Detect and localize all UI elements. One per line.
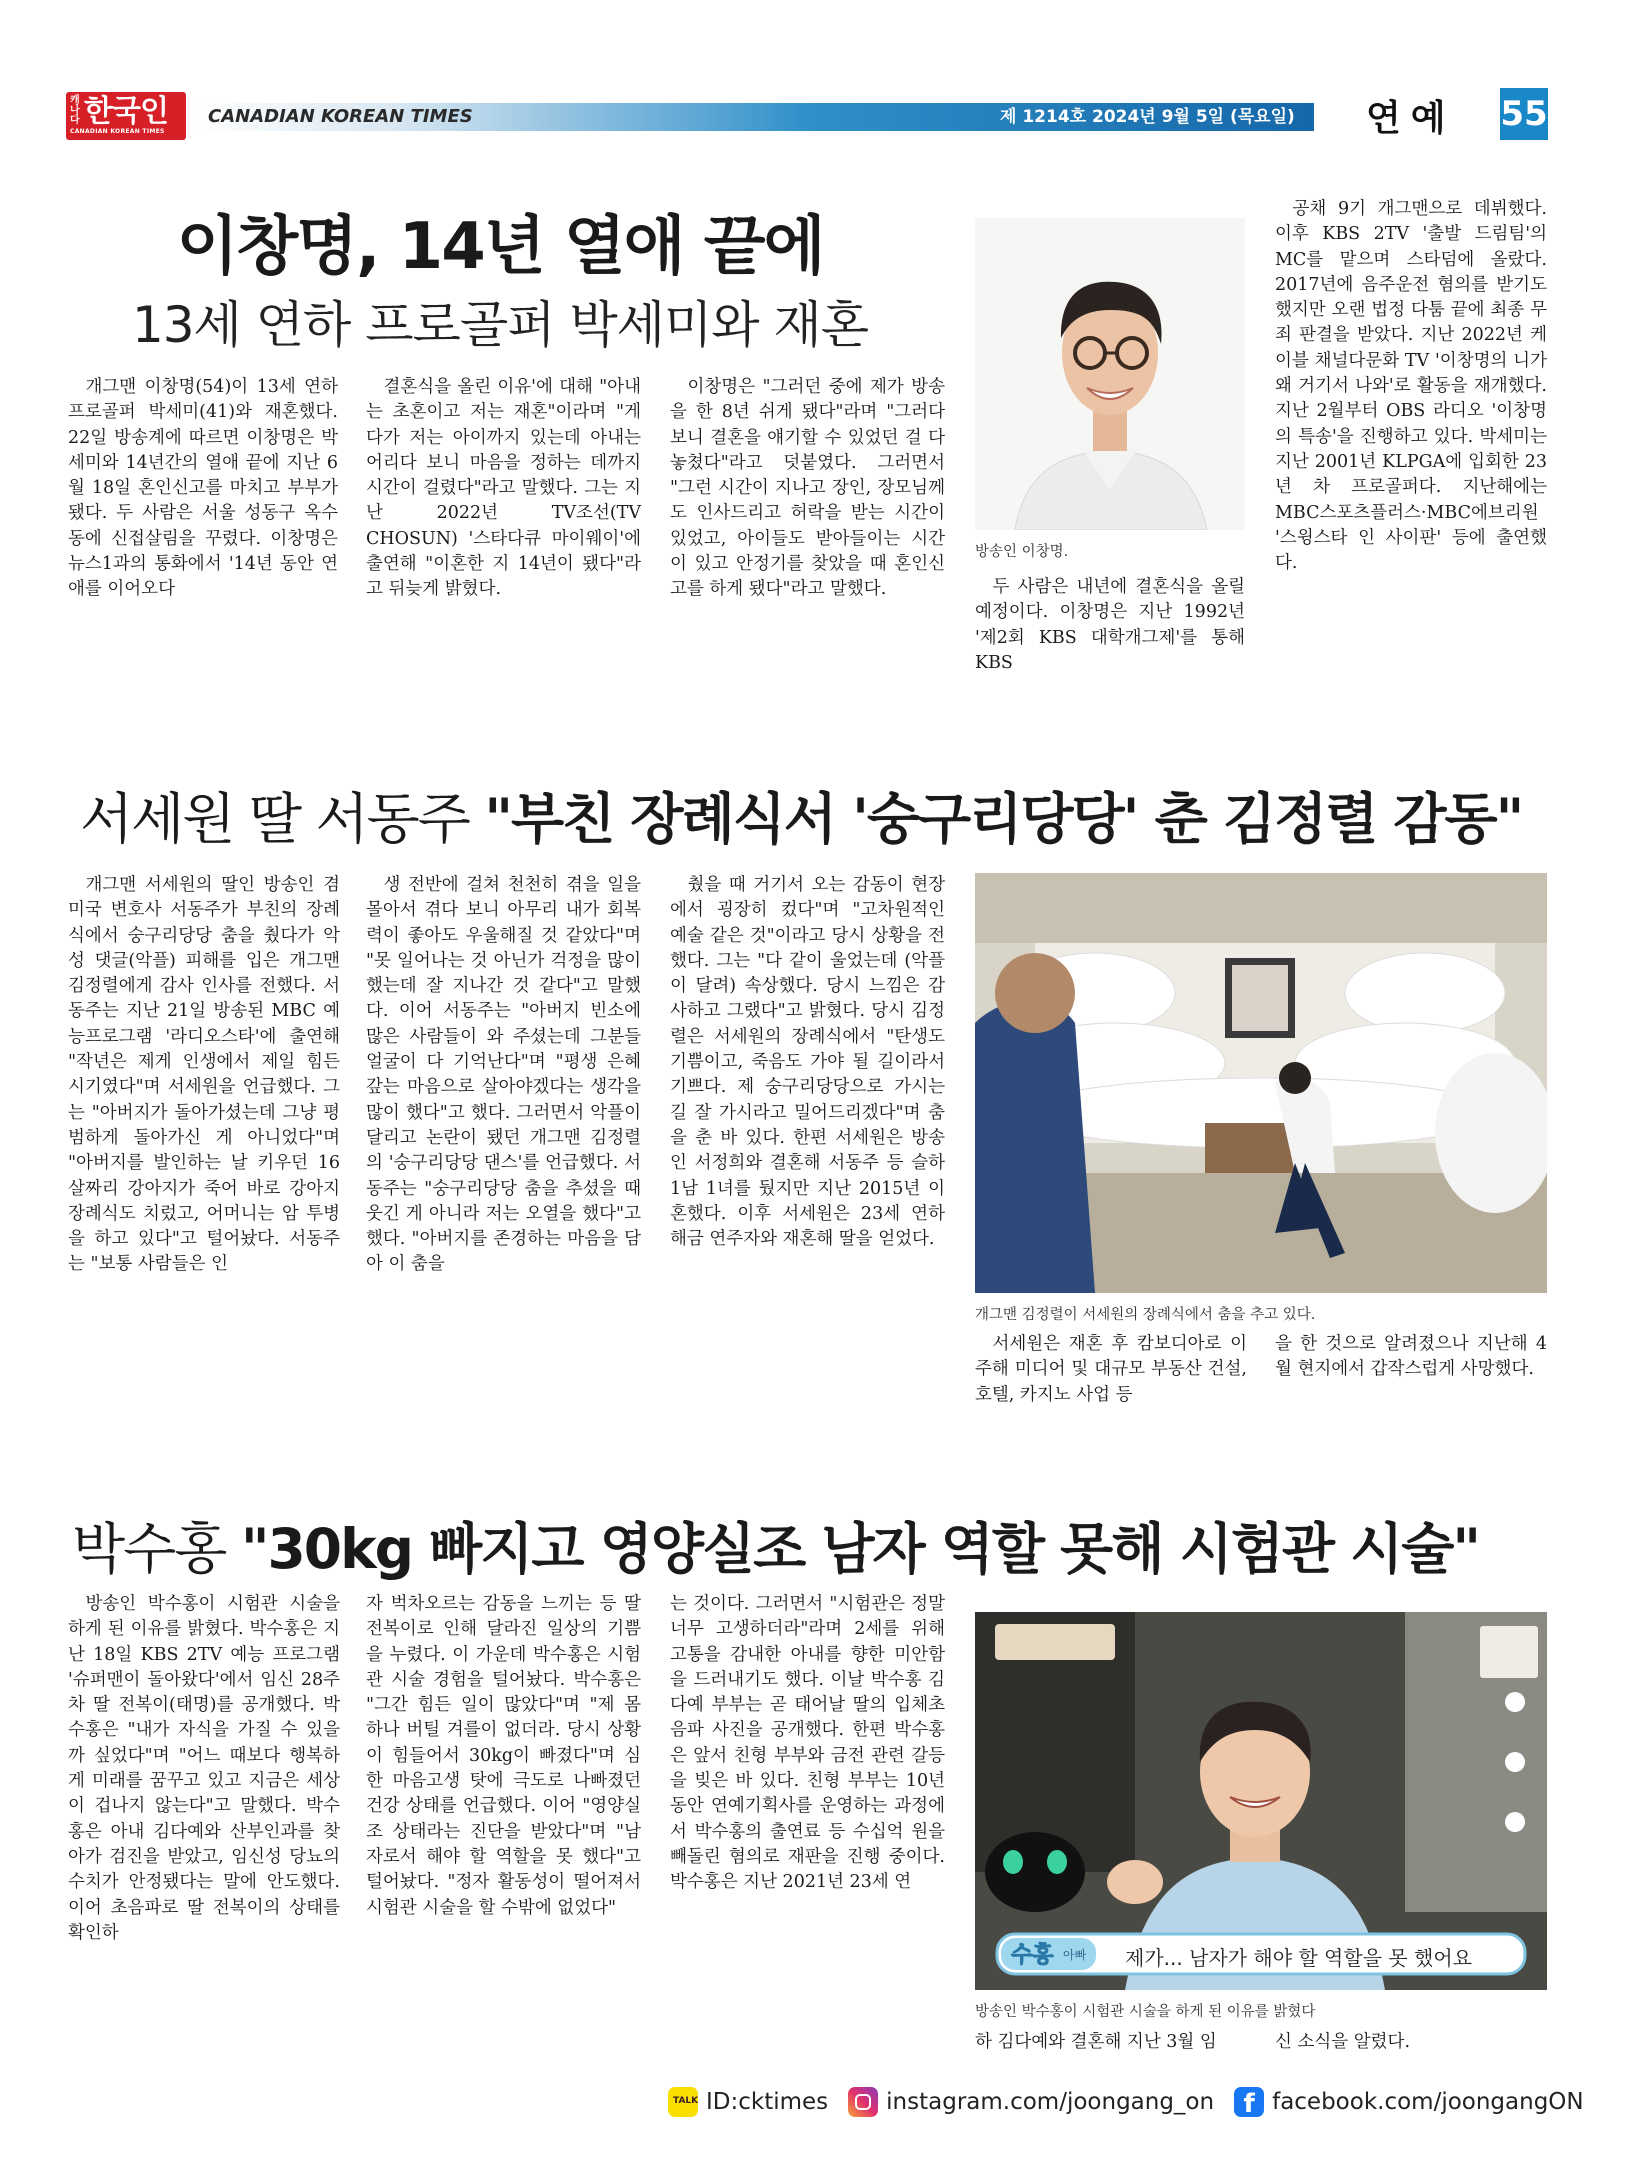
tv-show-photo: [975, 1612, 1547, 1990]
article2-col1: 개그맨 서세원의 딸인 방송인 겸 미국 변호사 서동주가 부친의 장례식에서 숭구리당당 춤을 췄다가 악성 댓글(악플) 피해를 입은 개그맨 김정렬에게 감사 인사를 전했다. 서동주는 지난 21일 방송된 MBC 예능프로그램 '라디오스타'에 출연해 "작년은 제게 인생에서 제일 힘든 시기였다"며 서세원을 언급했다. 그는 "아버지가 돌아가셨는데 그냥 평범하게 돌아가신 게 아니었다"며 "아버지를 발인하는 날 키우던 16살짜리 강아지가 죽어 바로 강아지 장례식도 치렀고, 어머니는 암 투병을 하고 있다"고 털어놨다. 서동주는 "보통 사람들은 인: [68, 875, 340, 1275]
facebook-link[interactable]: [1234, 2087, 1584, 2117]
logo-small-text: 캐나다: [70, 95, 80, 126]
paper-title: CANADIAN KOREAN TIMES: [208, 106, 473, 127]
instagram-url: instagram.com/joongang_on: [886, 2089, 1215, 2115]
article3-photo-caption: 방송인 박수홍이 시험관 시술을 하게 된 이유를 밝혔다: [975, 2004, 1316, 2020]
kakao-id: ID:cktimes: [706, 2089, 829, 2115]
newspaper-logo: [66, 92, 186, 140]
logo-sub-text: CANADIAN KOREAN TIMES: [70, 128, 165, 135]
article3-photo: [975, 1612, 1547, 1990]
article3-col2: 자 벅차오르는 감동을 느끼는 등 딸 전복이로 인해 달라진 일상의 기쁨을 누렸다. 이 가운데 박수홍은 시험관 시술 경험을 털어놨다. 박수홍은 "그간 힘든 일이 많았다"며 "제 몸 하나 버틸 겨를이 없더라. 당시 상황이 힘들어서 30kg이 빠졌다"며 심한 마음고생 탓에 극도로 나빠졌던 건강 상태를 언급했다. 이어 "영양실조 상태라는 진단을 받았다"며 "남자로서 해야 할 역할을 못 했다"고 털어놨다. "정자 활동성이 떨어져서 시험관 시술을 할 수밖에 없었다": [366, 1594, 641, 1918]
kakao-talk-icon: TALK: [668, 2087, 698, 2117]
section-name: 연예: [1366, 98, 1456, 139]
article2-col5: 을 한 것으로 알려졌으나 지난해 4월 현지에서 갑작스럽게 사망했다.: [1275, 1334, 1547, 1380]
article3-col4: 하 김다예와 결혼해 지난 3월 임: [975, 2032, 1217, 2052]
article2-photo-caption: 개그맨 김정렬이 서세원의 장례식에서 춤을 추고 있다.: [975, 1307, 1316, 1323]
portrait-photo: [975, 218, 1245, 530]
article1-col5: 공채 9기 개그맨으로 데뷔했다. 이후 KBS 2TV '출발 드림팀'의 MC를 맡으며 스타덤에 올랐다. 2017년에 음주운전 혐의를 받기도 했지만 오랜 법정 다툼 끝에 최종 무죄 판결을 받았다. 지난 2022년 케이블 채널다문화 TV '이창명의 니가 왜 거기서 나와'로 활동을 재개했다. 지난 2월부터 OBS 라디오 '이창명의 특송'을 진행하고 있다. 박세미는 지난 2001년 KLPGA에 입회한 23년 차 프로골퍼다. 지난해에는 MBC스포츠플러스·MBC에브리원 '스윙스타 인 사이판' 등에 출연했다.: [1275, 199, 1547, 574]
article3-col1: 방송인 박수홍이 시험관 시술을 하게 된 이유를 밝혔다. 박수홍은 지난 18일 KBS 2TV 예능 프로그램 '슈퍼맨이 돌아왔다'에서 임신 28주 차 딸 전복이(태명)를 공개했다. 박수홍은 "내가 자식을 가질 수 있을까 싶었다"며 "어느 때보다 행복하게 미래를 꿈꾸고 있고 지금은 세상이 겁나지 않는다"고 말했다. 박수홍은 아내 김다예와 산부인과를 찾아가 검진을 받았고, 임신성 당뇨의 수치가 안정됐다는 말에 안도했다. 이어 초음파로 딸 전복이의 상태를 확인하: [68, 1594, 340, 1943]
article3-headline: 박수홍 "30kg 빠지고 영양실조 남자 역할 못해 시험관 시술": [72, 1517, 1480, 1581]
subtitle-tag: 아빠: [1063, 1948, 1087, 1962]
subtitle-name: 수홍: [1011, 1943, 1054, 1968]
subtitle-text: 제가... 남자가 해야 할 역할을 못 했어요: [1125, 1946, 1473, 1970]
page-number: 55: [1500, 88, 1548, 140]
article2-col3: 췄을 때 거기서 오는 감동이 현장에서 굉장히 컸다"며 "고차원적인 예술 같은 것"이라고 당시 상황을 전했다. 그는 "다 같이 울었는데 (악플이 달려) 속상했다. 당시 느낌은 감사하고 그랬다"고 밝혔다. 당시 김정렬은 서세원의 장례식에서 "탄생도 기쁨이고, 죽음도 가야 될 길이라서 기쁘다. 제 숭구리당당으로 가시는 길 잘 가시라고 밀어드리겠다"며 춤을 춘 바 있다. 한편 서세원은 방송인 서정희와 결혼해 서동주 등 슬하 1남 1녀를 뒀지만 지난 2015년 이혼했다. 이후 서세원은 23세 연하 해금 연주자와 재혼해 딸을 얻었다.: [670, 875, 945, 1250]
article1-subheadline: 13세 연하 프로골퍼 박세미와 재혼: [131, 296, 869, 354]
article2-headline: 서세원 딸 서동주 "부친 장례식서 '숭구리당당' 춘 김정렬 감동": [80, 787, 1523, 851]
article1-photo: [975, 218, 1245, 530]
kakao-link[interactable]: [668, 2087, 828, 2117]
article1-col1: 개그맨 이창명(54)이 13세 연하 프로골퍼 박세미(41)와 재혼했다. 22일 방송계에 따르면 이창명은 박세미와 14년간의 열애 끝에 지난 6월 18일 혼인신고를 마치고 부부가 됐다. 두 사람은 서울 성동구 옥수동에 신접살림을 꾸렸다. 이창명은 뉴스1과의 통화에서 '14년 동안 연애를 이어오다: [68, 377, 338, 600]
facebook-url: facebook.com/joongangON: [1272, 2089, 1584, 2115]
article3-col5: 신 소식을 알렸다.: [1275, 2032, 1411, 2052]
article1-headline: 이창명, 14년 열애 끝에: [176, 210, 824, 284]
logo-main-text: 한국인: [84, 94, 168, 129]
facebook-icon: f: [1234, 2087, 1264, 2117]
instagram-link[interactable]: [848, 2087, 1214, 2117]
issue-date: 제 1214호 2024년 9월 5일 (목요일): [1000, 107, 1295, 127]
instagram-icon: [848, 2087, 878, 2117]
article3-col3: 는 것이다. 그러면서 "시험관은 정말 너무 고생하더라"라며 2세를 위해 고통을 감내한 아내를 향한 미안함을 드러내기도 했다. 이날 박수홍 김다예 부부는 곧 태어날 딸의 입체초음파 사진을 공개했다. 한편 박수홍은 앞서 친형 부부와 금전 관련 갈등을 빚은 바 있다. 친형 부부는 10년 동안 연예기획사를 운영하는 과정에서 박수홍의 출연료 등 수십억 원을 빼돌린 혐의로 재판을 진행 중이다. 박수홍은 지난 2021년 23세 연: [670, 1594, 945, 1893]
footer-social: [668, 2084, 1604, 2120]
article2-col2: 생 전반에 걸쳐 천천히 겪을 일을 몰아서 겪다 보니 아무리 내가 회복력이 좋아도 우울해질 것 같았다"며 "못 일어나는 것 아닌가 걱정을 많이 했는데 잘 지나간 것 같다"고 말했다. 이어 서동주는 "아버지 빈소에 많은 사람들이 와 주셨는데 그분들 얼굴이 다 기억난다"며 "평생 은혜 갚는 마음으로 살아야겠다는 생각을 많이 했다"고 했다. 그러면서 악플이 달리고 논란이 됐던 개그맨 김정렬의 '숭구리당당 댄스'를 언급했다. 서동주는 "숭구리당당 춤을 추셨을 때 웃긴 게 아니라 저는 오열을 했다"고 했다. "아버지를 존경하는 마음을 담아 이 춤을: [366, 875, 641, 1275]
article1-col2: 결혼식을 올린 이유'에 대해 "아내는 초혼이고 저는 재혼"이라며 "게다가 저는 아이까지 있는데 아내는 어리다 보니 마음을 정하는 데까지 시간이 걸렸다"라고 말했다. 그는 지난 2022년 TV조선(TV CHOSUN) '스타다큐 마이웨이'에 출연해 "이혼한 지 14년이 됐다"라고 뒤늦게 밝혔다.: [366, 377, 641, 600]
article2-col4: 서세원은 재혼 후 캄보디아로 이주해 미디어 및 대규모 부동산 건설, 호텔, 카지노 사업 등: [975, 1334, 1247, 1405]
article2-photo: [975, 873, 1547, 1293]
funeral-photo: [975, 873, 1547, 1293]
article1-col3: 이창명은 "그러던 중에 제가 방송을 한 8년 쉬게 됐다"라며 "그러다 보니 결혼을 얘기할 수 있었던 걸 다 놓쳤다"라고 덧붙였다. 그러면서 "그런 시간이 지나고 장인, 장모님께도 인사드리고 허락을 받는 시간이 있었고, 아이들도 받아들이는 시간이 있고 안정기를 찾았을 때 혼인신고를 하게 됐다"라고 말했다.: [670, 377, 945, 600]
article1-col4: 두 사람은 내년에 결혼식을 올릴 예정이다. 이창명은 지난 1992년 '제2회 KBS 대학개그제'를 통해 KBS: [975, 577, 1245, 673]
article1-photo-caption: 방송인 이창명.: [975, 544, 1069, 560]
